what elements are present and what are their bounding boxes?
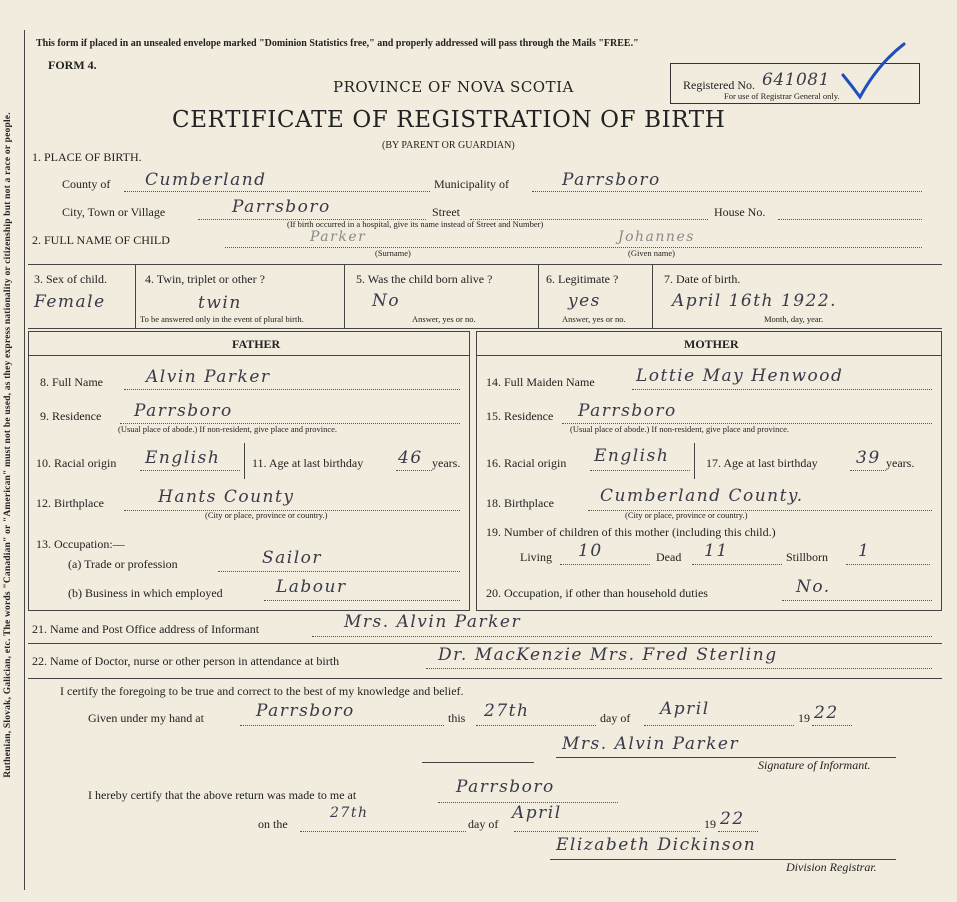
- mother-race-value: English: [594, 446, 670, 466]
- given-day-of-label: day of: [600, 711, 631, 725]
- dead-value: 11: [704, 541, 729, 561]
- father-residence-note: (Usual place of abode.) If non-resident, give place and province.: [118, 424, 338, 434]
- mother-birthplace-value: Cumberland County.: [600, 486, 804, 506]
- registrar-signature: Elizabeth Dickinson: [556, 835, 757, 855]
- date-of-birth-value: April 16th 1922.: [672, 291, 838, 311]
- legitimate-value: yes: [568, 291, 601, 311]
- house-line: [778, 219, 922, 220]
- registered-number: 641081: [762, 70, 830, 90]
- alive-value: No: [372, 291, 401, 311]
- registrar-month-line: [514, 831, 700, 832]
- mother-age-label: 17. Age at last birthday: [706, 456, 818, 470]
- mother-name-value: Lottie May Henwood: [636, 366, 844, 386]
- child-given-name: Johannes: [618, 229, 695, 245]
- rule-21: [28, 643, 942, 644]
- informant-label: 21. Name and Post Office address of Informant: [32, 622, 260, 636]
- registrar-month-value: April: [512, 803, 562, 823]
- informant-value: Mrs. Alvin Parker: [344, 612, 522, 632]
- father-residence-label: 9. Residence: [40, 409, 102, 423]
- father-occupation-label: 13. Occupation:—: [36, 537, 125, 551]
- registrar-year-line: [718, 831, 758, 832]
- street-label: Street: [432, 205, 460, 219]
- place-of-birth-heading: 1. PLACE OF BIRTH.: [32, 150, 142, 164]
- mother-race-label: 16. Racial origin: [486, 456, 567, 470]
- informant-line: [312, 636, 932, 637]
- child-name-label: 2. FULL NAME OF CHILD: [32, 233, 170, 247]
- registered-note: For use of Registrar General only.: [724, 91, 840, 101]
- father-header-rule: [28, 355, 470, 356]
- house-label: House No.: [714, 205, 766, 219]
- twin-label: 4. Twin, triplet or other ?: [145, 272, 265, 286]
- city-label: City, Town or Village: [62, 205, 166, 219]
- father-heading: FATHER: [232, 337, 281, 351]
- mother-birthplace-label: 18. Birthplace: [486, 496, 554, 510]
- given-month-value: April: [660, 699, 710, 719]
- mother-children-label: 19. Number of children of this mother (including this child.): [486, 525, 776, 539]
- short-separator: [422, 762, 534, 763]
- mother-occupation-label: 20. Occupation, if other than household duties: [486, 586, 708, 600]
- father-trade-line: [218, 571, 460, 572]
- municipality-line: [532, 191, 922, 192]
- mother-years-label: years.: [886, 456, 915, 470]
- father-name-label: 8. Full Name: [40, 375, 103, 389]
- mother-race-line: [590, 470, 690, 471]
- certificate-title: CERTIFICATE OF REGISTRATION OF BIRTH: [172, 107, 726, 133]
- row-divider-top: [28, 264, 942, 265]
- registrar-statement: I hereby certify that the above return was made to me at: [88, 788, 357, 802]
- given-under-label: Given under my hand at: [88, 711, 204, 725]
- legitimate-note: Answer, yes or no.: [562, 314, 626, 324]
- mother-residence-label: 15. Residence: [486, 409, 554, 423]
- alive-label: 5. Was the child born alive ?: [356, 272, 493, 286]
- municipality-value: Parrsboro: [562, 170, 661, 190]
- mother-birthplace-note: (City or place, province or country.): [625, 510, 748, 520]
- mother-header-rule: [476, 355, 942, 356]
- side-rule: [24, 30, 25, 890]
- registrar-year-prefix: 19: [704, 817, 716, 831]
- mother-name-line: [632, 389, 932, 390]
- hospital-note: (If birth occurred in a hospital, give its name instead of Street and Number): [287, 219, 544, 229]
- doctor-line: [426, 668, 932, 669]
- registrar-day-of-label: day of: [468, 817, 499, 831]
- row-divider: [652, 264, 653, 328]
- registrar-day-line: [300, 831, 466, 832]
- registrar-year-value: 22: [720, 809, 745, 829]
- row-divider: [538, 264, 539, 328]
- father-name-line: [124, 389, 460, 390]
- father-age-value: 46: [398, 448, 423, 468]
- mother-name-label: 14. Full Maiden Name: [486, 375, 595, 389]
- doctor-label: 22. Name of Doctor, nurse or other person in attendance at birth: [32, 654, 340, 668]
- given-year-line: [812, 725, 852, 726]
- father-business-value: Labour: [276, 577, 347, 597]
- top-note: This form if placed in an unsealed envelope marked "Dominion Statistics free," and properly addressed will pass through the Mails "FREE.": [36, 38, 639, 49]
- father-age-label: 11. Age at last birthday: [252, 456, 364, 470]
- father-race-label: 10. Racial origin: [36, 456, 117, 470]
- father-residence-value: Parrsboro: [134, 401, 233, 421]
- father-birthplace-note: (City or place, province or country.): [205, 510, 328, 520]
- living-value: 10: [578, 541, 603, 561]
- stillborn-value: 1: [858, 541, 871, 561]
- date-of-birth-note: Month, day, year.: [764, 314, 824, 324]
- given-year-value: 22: [814, 703, 839, 723]
- registrar-caption: Division Registrar.: [786, 860, 877, 874]
- father-trade-value: Sailor: [262, 548, 323, 568]
- legitimate-label: 6. Legitimate ?: [546, 272, 619, 286]
- dead-line: [692, 564, 782, 565]
- mother-residence-note: (Usual place of abode.) If non-resident, give place and province.: [570, 424, 790, 434]
- check-mark-icon: [840, 42, 910, 102]
- stillborn-line: [846, 564, 930, 565]
- certify-statement: I certify the foregoing to be true and correct to the best of my knowledge and belief.: [60, 684, 464, 698]
- city-value: Parrsboro: [232, 197, 331, 217]
- child-name-line: [225, 247, 922, 248]
- rule-22: [28, 678, 942, 679]
- father-race-divider: [244, 443, 245, 479]
- given-name-caption: (Given name): [628, 248, 675, 258]
- doctor-value: Dr. MacKenzie Mrs. Fred Sterling: [438, 645, 778, 665]
- father-race-line: [140, 470, 240, 471]
- father-birthplace-label: 12. Birthplace: [36, 496, 104, 510]
- father-age-line: [396, 470, 432, 471]
- date-of-birth-label: 7. Date of birth.: [664, 272, 741, 286]
- county-value: Cumberland: [145, 170, 267, 190]
- side-note: Ruthenian, Slovak, Galician, etc. The words "Canadian" or "American" must not be used, as they express nationality or citizenship but not a race or people.: [3, 112, 13, 778]
- mother-age-value: 39: [856, 448, 881, 468]
- registrar-on-the-label: on the: [258, 817, 288, 831]
- row-divider: [344, 264, 345, 328]
- dead-label: Dead: [656, 550, 682, 564]
- alive-note: Answer, yes or no.: [412, 314, 476, 324]
- twin-note: To be answered only in the event of plural birth.: [140, 314, 304, 324]
- county-line: [124, 191, 430, 192]
- row-divider: [135, 264, 136, 328]
- given-place-value: Parrsboro: [256, 701, 355, 721]
- mother-race-divider: [694, 443, 695, 479]
- father-name-value: Alvin Parker: [146, 367, 271, 387]
- municipality-label: Municipality of: [434, 177, 509, 191]
- province-heading: PROVINCE OF NOVA SCOTIA: [333, 78, 574, 96]
- living-line: [560, 564, 650, 565]
- registrar-day-value: 27th: [330, 805, 369, 821]
- mother-heading: MOTHER: [684, 337, 739, 351]
- given-this-label: this: [448, 711, 466, 725]
- certificate-subtitle: (BY PARENT OR GUARDIAN): [382, 140, 515, 151]
- child-surname: Parker: [310, 229, 367, 245]
- father-years-label: years.: [432, 456, 461, 470]
- living-label: Living: [520, 550, 552, 564]
- registered-label: Registered No.: [683, 78, 755, 92]
- sex-value: Female: [34, 292, 106, 312]
- father-race-value: English: [145, 448, 221, 468]
- father-business-label: (b) Business in which employed: [68, 586, 223, 600]
- county-label: County of: [62, 177, 111, 191]
- given-day-value: 27th: [484, 701, 530, 721]
- mother-occupation-value: No.: [796, 577, 831, 597]
- sex-label: 3. Sex of child.: [34, 272, 107, 286]
- father-birthplace-value: Hants County: [158, 487, 295, 507]
- surname-caption: (Surname): [375, 248, 411, 258]
- stillborn-label: Stillborn: [786, 550, 829, 564]
- father-business-line: [264, 600, 460, 601]
- given-month-line: [644, 725, 794, 726]
- mother-residence-value: Parrsboro: [578, 401, 677, 421]
- informant-signature: Mrs. Alvin Parker: [562, 734, 740, 754]
- informant-signature-caption: Signature of Informant.: [758, 758, 871, 772]
- given-year-prefix: 19: [798, 711, 810, 725]
- row-divider-bottom: [28, 328, 942, 329]
- mother-age-line: [850, 470, 886, 471]
- registrar-place-value: Parrsboro: [456, 777, 555, 797]
- given-place-line: [240, 725, 444, 726]
- mother-occupation-line: [782, 600, 932, 601]
- twin-value: twin: [198, 293, 242, 313]
- form-number: FORM 4.: [48, 58, 97, 72]
- given-day-line: [476, 725, 596, 726]
- father-trade-label: (a) Trade or profession: [68, 557, 178, 571]
